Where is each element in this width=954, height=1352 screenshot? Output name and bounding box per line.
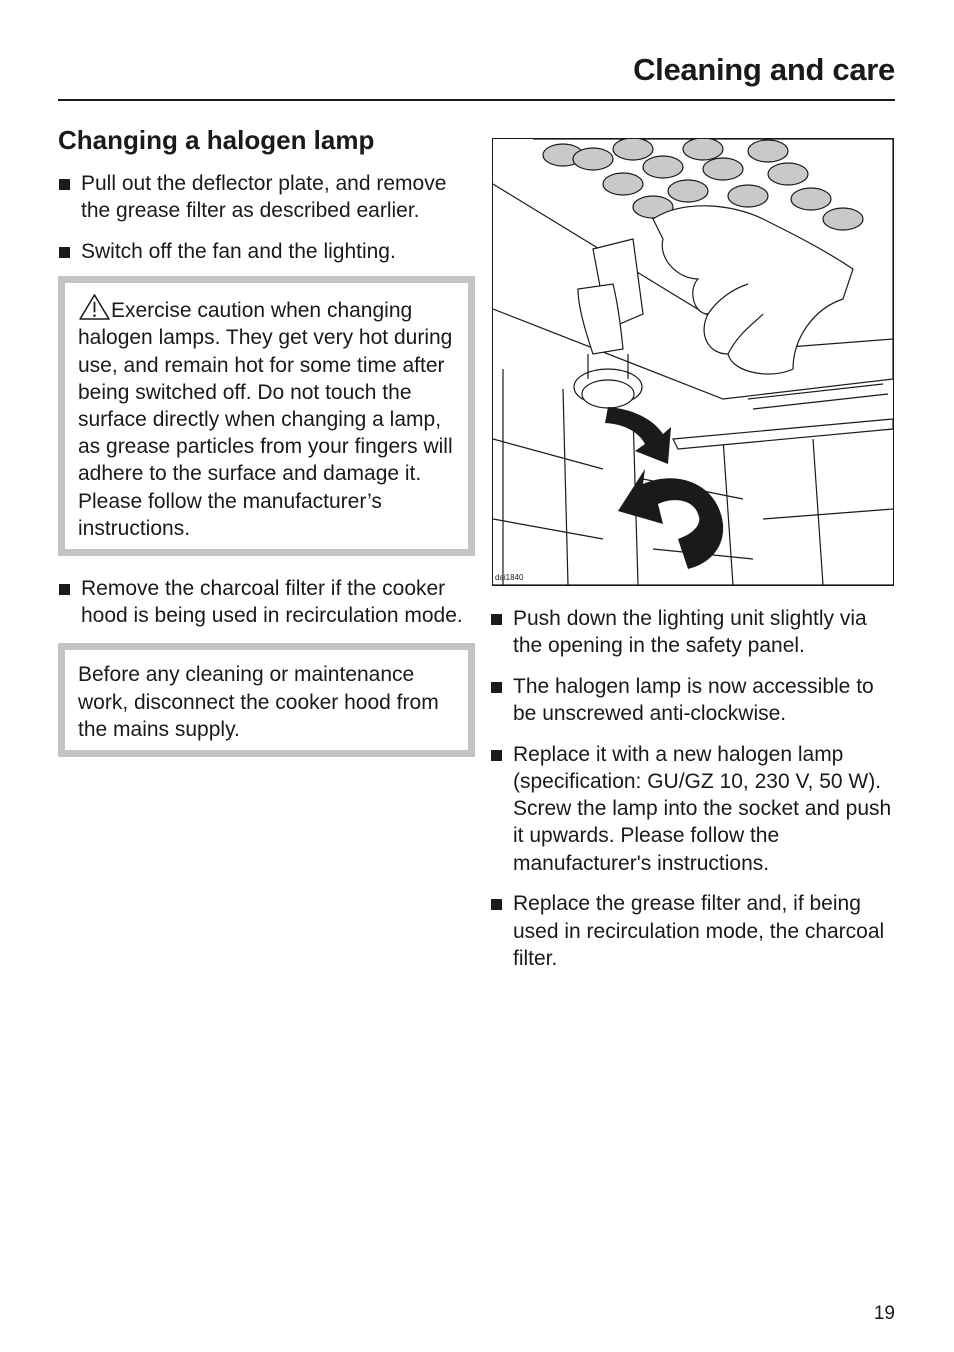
list-item: Replace it with a new halogen lamp (specification: GU/GZ 10, 230 V, 50 W). Screw the lamp into the socket and push it upwards. Please follow the manufacturer's instructions.: [490, 741, 900, 877]
square-bullet-icon: [491, 614, 502, 625]
warning-text: Exercise caution when changing halogen lamps. They get very hot during use, and remain hot for some time after being switched off. Do not touch the surface directly when changing a lamp, as grease particles from your fingers will adhere to the surface and damage it. Please follow the manufacturer’s instructions.: [78, 299, 453, 540]
square-bullet-icon: [491, 899, 502, 910]
square-bullet-icon: [59, 584, 70, 595]
lamp-drawing: [493, 139, 893, 585]
page-number: 19: [873, 1303, 895, 1324]
warning-triangle-icon: [78, 294, 111, 320]
list-item: Pull out the deflector plate, and remove the grease filter as described earlier.: [58, 170, 468, 224]
square-bullet-icon: [59, 247, 70, 258]
list-item: Switch off the fan and the lighting.: [58, 238, 468, 265]
square-bullet-icon: [491, 750, 502, 761]
warning-box: [58, 276, 475, 556]
header-divider: [58, 99, 895, 101]
page-header-title: Cleaning and care: [633, 52, 895, 87]
note-text: Before any cleaning or maintenance work, disconnect the cooker hood from the mains supply.: [78, 663, 439, 741]
right-column: [490, 605, 900, 985]
list-item: Remove the charcoal filter if the cooker hood is being used in recirculation mode.: [58, 575, 468, 629]
lamp-illustration: [492, 138, 894, 586]
section-title: Changing a halogen lamp: [58, 125, 375, 155]
note-box: [58, 643, 475, 757]
left-column: [58, 170, 468, 769]
list-item: Push down the lighting unit slightly via the opening in the safety panel.: [490, 605, 900, 659]
list-item: Replace the grease filter and, if being used in recirculation mode, the charcoal filter.: [490, 890, 900, 972]
square-bullet-icon: [59, 179, 70, 190]
figure-label: dai1840: [495, 573, 524, 582]
square-bullet-icon: [491, 682, 502, 693]
list-item: The halogen lamp is now accessible to be unscrewed anti-clockwise.: [490, 673, 900, 727]
